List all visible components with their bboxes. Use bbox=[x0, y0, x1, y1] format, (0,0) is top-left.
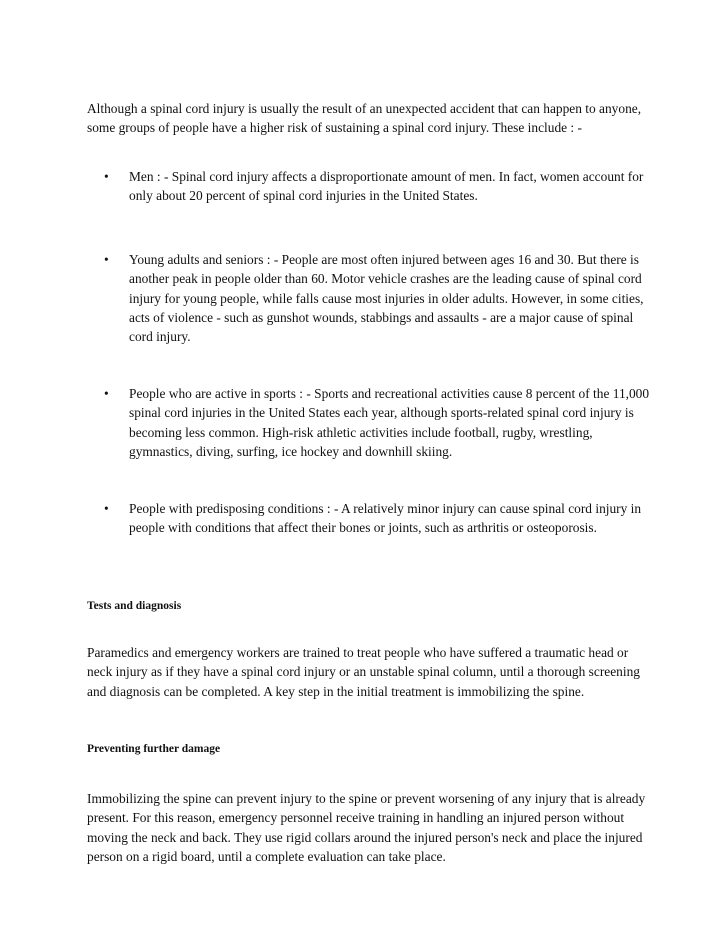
bullet-icon: • bbox=[104, 252, 109, 267]
section-heading-tests: Tests and diagnosis bbox=[87, 600, 182, 612]
list-item-text: Men : - Spinal cord injury affects a disproportionate amount of men. In fact, women account for only about 20 percent of spinal cord injuries in the United States. bbox=[129, 169, 644, 204]
list-item-text: People with predisposing conditions : - A relatively minor injury can cause spinal cord injury in people with conditions that affect their bones or joints, such as arthritis or osteoporosis. bbox=[129, 501, 642, 536]
section-heading-preventing: Preventing further damage bbox=[87, 743, 221, 755]
list-item-text: Young adults and seniors : - People are most often injured between ages 16 and 30. But there is another peak in people older than 60. Motor vehicle crashes are the leading cause of spinal cord injury for young people, while falls cause most injuries in older adults. However, in some cities, acts of violence - such as gunshot wounds, stabbings and assaults - are a major cause of spinal cord injury. bbox=[129, 252, 644, 345]
bullet-icon: • bbox=[104, 501, 109, 516]
list-item-text: People who are active in sports : - Sports and recreational activities cause 8 percent of the 11,000 spinal cord injuries in the United States each year, although sports-related spinal cord injury is becoming less common. High-risk athletic activities include football, rugby, wrestling, gymnastics, diving, surfing, ice hockey and downhill skiing. bbox=[129, 386, 650, 459]
bullet-icon: • bbox=[104, 386, 109, 401]
bullet-icon: • bbox=[104, 169, 109, 184]
tests-paragraph: Paramedics and emergency workers are trained to treat people who have suffered a traumatic head or neck injury as if they have a spinal cord injury or an unstable spinal column, until a thorough screening and diagnosis can be completed. A key step in the initial treatment is immobilizing the spine. bbox=[87, 645, 640, 699]
intro-paragraph: Although a spinal cord injury is usually the result of an unexpected accident that can happen to anyone, some groups of people have a higher risk of sustaining a spinal cord injury. These include : - bbox=[87, 101, 642, 136]
preventing-paragraph: Immobilizing the spine can prevent injury to the spine or prevent worsening of any injury that is already present. For this reason, emergency personnel receive training in handling an injured person without moving the neck and back. They use rigid collars around the injured person's neck and place the injured person on a rigid board, until a complete evaluation can take place. bbox=[87, 791, 646, 864]
